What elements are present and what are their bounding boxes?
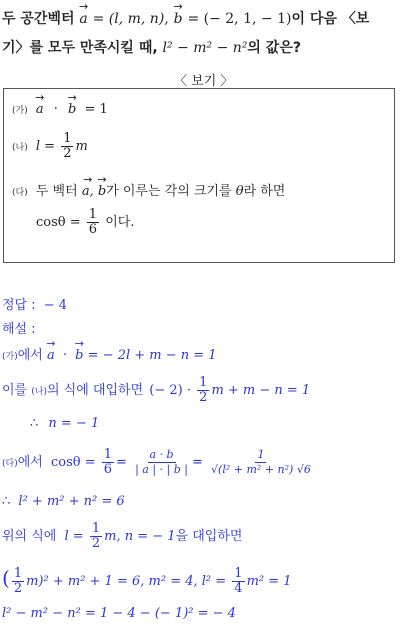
fraction bbox=[133, 448, 190, 477]
answer-label: 정답 : bbox=[2, 298, 36, 313]
step-expression: m, n = − 1 bbox=[104, 529, 176, 544]
step-text: 을 대입하면 bbox=[175, 529, 243, 544]
numerator: 1 bbox=[88, 207, 98, 222]
condition-rhs: = 1 bbox=[84, 102, 108, 117]
numerator: 1 bbox=[103, 447, 113, 462]
cos-expression: cosθ = bbox=[36, 215, 81, 230]
solution-step-5 bbox=[2, 494, 125, 509]
vector-a: → a bbox=[47, 348, 55, 363]
vector-b-components: = (− 2, 1, − 1) bbox=[187, 11, 292, 27]
condition-text: 가 이루는 각의 크기를 bbox=[106, 184, 232, 199]
condition-text: 두 벡터 bbox=[35, 184, 78, 199]
denominator: | a | · | b | bbox=[135, 463, 188, 476]
condition-da-cos bbox=[36, 208, 134, 237]
solution-step-4 bbox=[2, 448, 315, 477]
denominator: 2 bbox=[13, 581, 23, 596]
fraction bbox=[61, 132, 73, 161]
condition-label: (가) bbox=[12, 106, 28, 116]
condition-lhs: l = bbox=[35, 139, 56, 154]
question-text: 의 값은? bbox=[247, 40, 301, 56]
vector-a: → a bbox=[79, 11, 87, 27]
step-text: 에서 bbox=[17, 455, 43, 470]
vector-b: → b bbox=[174, 11, 183, 27]
answer-value: − 4 bbox=[43, 298, 68, 313]
answer-line bbox=[2, 294, 67, 313]
denominator: 2 bbox=[63, 146, 72, 161]
denominator: 4 bbox=[234, 581, 243, 596]
numerator: 1 bbox=[257, 448, 265, 461]
condition-da bbox=[12, 180, 285, 199]
condition-text: 라 하면 bbox=[243, 184, 286, 199]
solution-step-6 bbox=[2, 522, 242, 551]
step-expression: n = − 1 bbox=[48, 416, 100, 431]
denominator: 2 bbox=[199, 390, 208, 405]
equals: = bbox=[116, 455, 127, 470]
step-expression: = − 2l + m − n = 1 bbox=[87, 348, 217, 363]
step-expression: m)² + m² + 1 = 6, m² = 4, l² = bbox=[26, 574, 227, 589]
fraction bbox=[102, 448, 114, 477]
variable: m bbox=[75, 139, 88, 154]
step-text: 위의 식에 bbox=[2, 529, 57, 544]
vector-a-components: = (l, m, n), bbox=[92, 11, 169, 27]
target-expression: l² − m² − n² bbox=[162, 40, 248, 56]
numerator: 1 bbox=[199, 375, 208, 390]
therefore-symbol: ∴ bbox=[30, 416, 39, 431]
vector-b: → b bbox=[75, 348, 83, 363]
vector-b: → b bbox=[68, 102, 76, 117]
solution-step-2 bbox=[2, 376, 310, 405]
step-text: 의 식에 대입하면 bbox=[46, 383, 144, 398]
fraction bbox=[87, 208, 99, 237]
theta: θ bbox=[235, 184, 244, 199]
step-expression: m + m − n = 1 bbox=[211, 383, 311, 398]
step-expression: m² = 1 bbox=[246, 574, 292, 589]
question-line-1 bbox=[2, 8, 369, 28]
therefore-symbol: ∴ bbox=[2, 494, 11, 509]
condition-text: 이다. bbox=[105, 215, 135, 230]
vector-b: → b bbox=[98, 184, 106, 199]
denominator: √(l² + m² + n²) √6 bbox=[211, 463, 311, 476]
condition-na bbox=[12, 132, 88, 161]
equals: = bbox=[192, 455, 203, 470]
vector-a: → a, bbox=[82, 184, 94, 199]
condition-label: (나) bbox=[12, 143, 28, 153]
explain-line bbox=[2, 318, 36, 337]
step-expression: ( bbox=[2, 566, 10, 590]
fraction bbox=[232, 567, 244, 596]
solution-step-8 bbox=[2, 606, 236, 621]
numerator: 1 bbox=[13, 566, 23, 581]
solution-step-7 bbox=[2, 566, 292, 596]
condition-label: (나) bbox=[31, 387, 47, 397]
condition-label: (다) bbox=[12, 188, 28, 198]
denominator: 6 bbox=[88, 222, 98, 237]
vector-a: → a bbox=[36, 102, 44, 117]
step-text: 에서 bbox=[17, 348, 43, 363]
step-expression: l = bbox=[64, 529, 84, 544]
numerator: 1 bbox=[63, 131, 72, 146]
cos-expression: cosθ = bbox=[50, 455, 96, 470]
question-line-2 bbox=[2, 37, 301, 57]
question-text: 이 다음 〈보 bbox=[291, 11, 370, 27]
fraction bbox=[197, 376, 209, 405]
solution-step-1 bbox=[2, 344, 217, 363]
dot-operator: · bbox=[53, 102, 58, 117]
numerator: a · b bbox=[149, 448, 174, 461]
final-expression: l² − m² − n² = 1 − 4 − (− 1)² = − 4 bbox=[2, 606, 236, 621]
box-title: 〈 보기 〉 bbox=[170, 70, 237, 89]
question-text: 기〉를 모두 만족시킬 때, bbox=[2, 40, 158, 56]
condition-label: (가) bbox=[2, 352, 18, 362]
denominator: 2 bbox=[91, 536, 101, 551]
solution-step-3 bbox=[30, 416, 99, 431]
step-text: 이를 bbox=[2, 383, 28, 398]
condition-label: (다) bbox=[2, 459, 18, 469]
fraction bbox=[209, 448, 313, 477]
step-expression: (− 2) · bbox=[149, 383, 192, 398]
denominator: 6 bbox=[103, 462, 113, 477]
fraction bbox=[12, 567, 24, 596]
condition-ga bbox=[12, 102, 108, 117]
explain-label: 해설 : bbox=[2, 322, 36, 337]
numerator: 1 bbox=[91, 521, 101, 536]
numerator: 1 bbox=[234, 566, 243, 581]
step-expression: l² + m² + n² = 6 bbox=[18, 494, 125, 509]
fraction bbox=[90, 522, 102, 551]
question-text: 두 공간벡터 bbox=[2, 11, 75, 27]
box-header bbox=[0, 70, 400, 89]
dot-operator: · bbox=[62, 348, 68, 363]
